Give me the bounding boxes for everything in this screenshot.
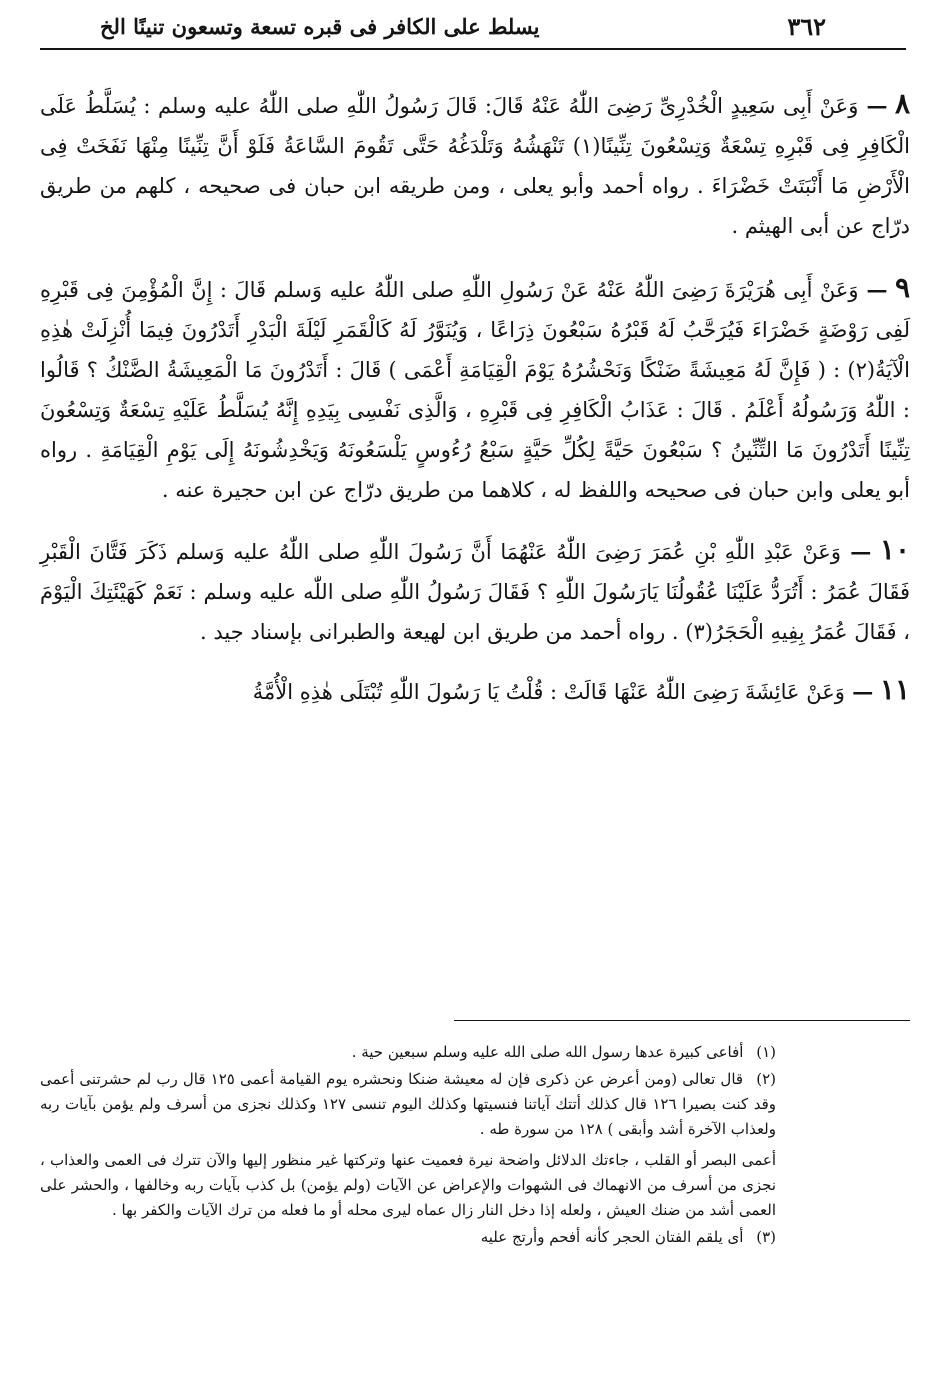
hadith-paragraph bbox=[40, 530, 910, 652]
header-divider bbox=[40, 48, 906, 50]
hadith-number: ١١ bbox=[879, 673, 910, 706]
dash-separator: — bbox=[858, 277, 888, 302]
footnote bbox=[40, 1040, 776, 1065]
running-title: يسلط على الكافر فى قبره تسعة وتسعون تنينًا الخ bbox=[100, 13, 540, 39]
hadith-paragraph bbox=[40, 84, 910, 246]
footnote-mark: (٢) bbox=[756, 1070, 776, 1088]
page-number: ٣٦٢ bbox=[787, 11, 826, 41]
footnote-divider bbox=[454, 1020, 910, 1021]
footnote-mark: (١) bbox=[756, 1043, 776, 1061]
hadith-paragraph bbox=[40, 670, 910, 712]
footnote-text: قال تعالى (ومن أعرض عن ذكرى فإن له معيشة ضنكا ونحشره يوم القيامة أعمى ١٢٥ قال رب لم حشرتنى أعمى وقد كنت بصيرا ١٢٦ قال كذلك أتتك آياتنا فنسيتها وكذلك اليوم تنسى ١٢٧ وكذلك نجزى من أسرف ولم يؤمن بآيات ربه ولعذاب الآخرة أشد وأبقى ) ١٢٨ من سورة طه . bbox=[40, 1070, 776, 1138]
hadith-text: وَعَنْ عَبْدِ اللّٰهِ بْنِ عُمَرَ رَضِىَ اللّٰهُ عَنْهُمَا أَنَّ رَسُولَ اللّٰهِ صلى اللّٰهُ عليه وَسلم ذَكَرَ فَتَّانَ الْقَبْرِ فَقَالَ عُمَرُ : أَتُرَدُّ عَلَيْنَا عُقُولُنَا يَارَسُولَ اللّٰهِ ؟ فَقَالَ رَسُولُ اللّٰهِ صلى اللّٰه عليه وسلم : نَعَمْ كَهَيْئَتِكَ الْيَوْمَ ، فَقَالَ عُمَرُ بِفِيهِ الْحَجَرُ(٣) . رواه أحمد من طريق ابن لهيعة والطبرانى بإسناد جيد . bbox=[40, 540, 910, 644]
hadith-text: وَعَنْ عَائِشَةَ رَضِىَ اللّٰهُ عَنْهَا قَالَتْ : قُلْتُ يَا رَسُولَ اللّٰهِ تُبْتَلَى هٰذِهِ الْأُمَّةُ bbox=[252, 680, 845, 704]
hadith-text: وَعَنْ أَبِى هُرَيْرَةَ رَضِىَ اللّٰهُ عَنْهُ عَنْ رَسُولِ اللّٰهِ صلى اللّٰهُ عليه وَسلم قَالَ : إِنَّ الْمُؤْمِنَ فِى قَبْرِهِ لَفِى رَوْضَةٍ خَضْرَاءَ فَيُرَحَّبُ لَهُ قَبْرُهُ سَبْعُونَ ذِرَاعًا ، وَيُنَوَّرُ لَهُ كَالْقَمَرِ لَيْلَةَ الْبَدْرِ أَتَدْرُونَ فِيمَا أُنْزِلَتْ هٰذِهِ الْآيَةُ(٢) : ( فَإِنَّ لَهُ مَعِيشَةً ضَنْكًا وَنَحْشُرُهُ يَوْمَ الْقِيَامَةِ أَعْمَى ) قَالَ : أَتَدْرُونَ مَا الْمَعِيشَةُ الضَّنْكُ ؟ قَالُوا : اللّٰهُ وَرَسُولُهُ أَعْلَمُ . قَالَ : عَذَابُ الْكَافِرِ فِى قَبْرِهِ ، وَالَّذِى نَفْسِى بِيَدِهِ إِنَّهُ يُسَلَّطُ عَلَيْهِ تِسْعَةٌ وَتِسْعُونَ تِنِّينًا أَتَدْرُونَ مَا التِّنِّينُ ؟ سَبْعُونَ حَيَّةً لِكُلِّ حَيَّةٍ سَبْعُ رُءُوسٍ يَلْسَعُونَهُ وَيَخْدِشُونَهُ إِلَى يَوْمِ الْقِيَامَةِ . رواه أبو يعلى وابن حبان فى صحيحه واللفظ له ، كلاهما من طريق درّاج عن ابن حجيرة عنه . bbox=[40, 278, 910, 502]
footnote-text: أى يلقم الفتان الحجر كأنه أفحم وأرتج عليه bbox=[480, 1228, 744, 1246]
hadith-number: ٨ bbox=[894, 87, 910, 120]
footnote-text: أفاعى كبيرة عدها رسول الله صلى الله عليه وسلم سبعين حية . bbox=[351, 1043, 744, 1061]
hadith-number: ١٠ bbox=[879, 533, 910, 566]
footnote-mark: (٣) bbox=[756, 1228, 776, 1246]
hadith-number: ٩ bbox=[894, 271, 910, 304]
dash-separator: — bbox=[840, 539, 872, 564]
hadith-paragraph bbox=[40, 268, 910, 510]
hadith-text: وَعَنْ أَبِى سَعِيدٍ الْخُدْرِىِّ رَضِىَ اللّٰهُ عَنْهُ قَالَ: قَالَ رَسُولُ اللّٰهِ صلى اللّٰهُ عليه وسلم : يُسَلَّطُ عَلَى الْكَافِرِ فِى قَبْرِهِ تِسْعَةٌ وَتِسْعُونَ تِنِّينًا(١) تَنْهَشُهُ وَتَلْدَغُهُ حَتَّى تَقُومَ السَّاعَةُ فَلَوْ أَنَّ تِنِّينًا مِنْهَا نَفَخَتْ فِى الْأَرْضِ مَا أَنْبَتَتْ خَضْرَاءَ . رواه أحمد وأبو يعلى ، ومن طريقه ابن حبان فى صحيحه ، كلهم من طريق درّاج عن أبى الهيثم . bbox=[40, 94, 910, 238]
footnote bbox=[40, 1067, 776, 1142]
footnote-text: أعمى البصر أو القلب ، جاءتك الدلائل واضحة نيرة فعميت عنها وتركتها غير منظور إليها والآن تترك فى العمى والعذاب ، نجزى من أسرف من الانهماك فى الشهوات والإعراض عن الآيات (ولم يؤمن) بل كذب بآيات ربه وخالفها ، والحشر على العمى أشد من ضنك العيش ، ولعله إذا دخل النار زال عماه ليرى محله أو ما فعله من ترك الآيات والكفر بها . bbox=[40, 1151, 776, 1219]
footnote bbox=[40, 1225, 776, 1250]
hadith-section bbox=[40, 84, 910, 734]
dash-separator: — bbox=[858, 93, 888, 118]
dash-separator: — bbox=[844, 679, 874, 704]
page-header bbox=[100, 6, 826, 46]
footnotes bbox=[40, 1040, 776, 1252]
footnote-continuation bbox=[40, 1148, 776, 1223]
